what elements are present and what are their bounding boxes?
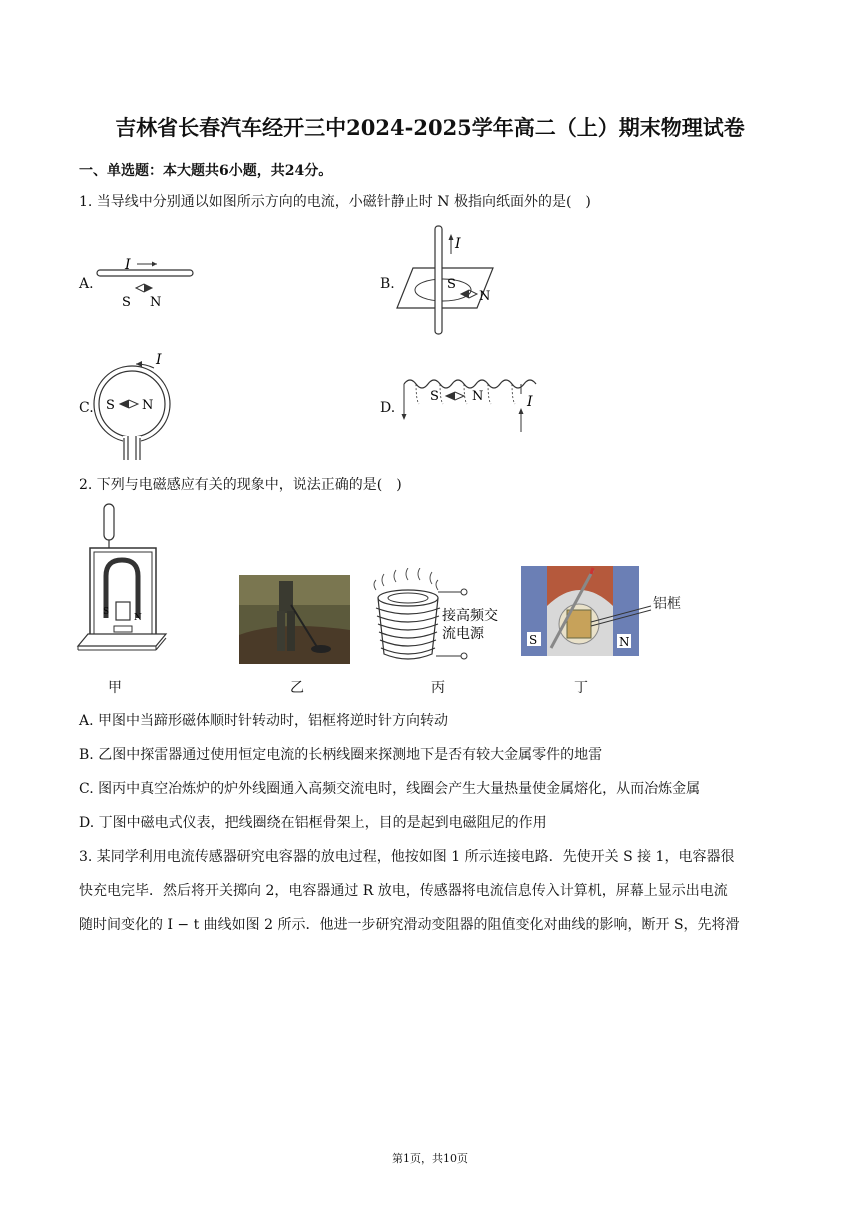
caption-yi: 乙 — [290, 680, 304, 696]
svg-text:N: N — [472, 389, 484, 404]
q1-option-a-label: A. — [79, 276, 94, 292]
svg-text:S: S — [529, 633, 538, 647]
q2-figure-jia — [72, 500, 168, 664]
q2-option-b: B. 乙图中探雷器通过使用恒定电流的长柄线圈来探测地下是否有较大金属零件的地雷 — [79, 747, 603, 763]
q2-figure-bing — [366, 568, 514, 664]
q2-option-a: A. 甲图中当蹄形磁体顺时针转动时，铝框将逆时针方向转动 — [79, 713, 449, 729]
caption-jia: 甲 — [108, 680, 122, 696]
svg-text:N: N — [619, 635, 630, 649]
caption-bing: 丙 — [431, 680, 445, 696]
caption-ding: 丁 — [574, 680, 588, 696]
svg-text:S: S — [447, 277, 456, 292]
svg-text:S: S — [430, 389, 439, 404]
q2-photo-yi — [239, 575, 350, 664]
q1-option-b-label: B. — [380, 276, 395, 292]
question-1-stem: 1. 当导线中分别通以如图所示方向的电流，小磁针静止时 N 极指向纸面外的是( ) — [79, 194, 591, 210]
current-label: I — [125, 257, 131, 273]
question-3-line-3: 随时间变化的 I − t 曲线如图 2 所示．他进一步研究滑动变阻器的阻值变化对曲线的影响，断开 S，先将滑 — [79, 917, 740, 933]
q2-option-d: D. 丁图中磁电式仪表，把线圈绕在铝框骨架上，目的是起到电磁阻尼的作用 — [79, 815, 547, 831]
svg-text:接高频交: 接高频交 — [442, 608, 498, 624]
q1-option-d-label: D. — [380, 400, 396, 416]
svg-text:S: S — [122, 295, 131, 310]
q1-figure-b — [395, 222, 505, 340]
q1-option-c-label: C. — [79, 400, 94, 416]
svg-text:流电源: 流电源 — [442, 626, 484, 642]
svg-text:N: N — [479, 289, 491, 304]
svg-text:I: I — [156, 352, 162, 368]
question-3-line-1: 3. 某同学利用电流传感器研究电容器的放电过程，他按如图 1 所示连接电路．先使开关 S 接 1，电容器很 — [79, 849, 735, 865]
svg-text:I: I — [527, 394, 533, 410]
q2-figure-ding — [521, 566, 691, 658]
q1-figure-a — [92, 252, 202, 312]
svg-text:I: I — [455, 236, 461, 252]
svg-text:铝框: 铝框 — [653, 596, 681, 612]
svg-text:N: N — [150, 295, 162, 310]
section-heading: 一、单选题：本大题共6小题，共24分。 — [79, 163, 333, 179]
svg-text:S: S — [106, 398, 115, 413]
question-2-stem: 2. 下列与电磁感应有关的现象中，说法正确的是( ) — [79, 477, 402, 493]
q1-figure-c — [92, 348, 192, 464]
svg-text:S: S — [103, 607, 110, 617]
q1-figure-d — [396, 370, 546, 440]
q2-option-c: C. 图丙中真空冶炼炉的炉外线圈通入高频交流电时，线圈会产生大量热量使金属熔化，从而冶炼金属 — [79, 781, 701, 797]
page-footer: 第1页，共10页 — [392, 1152, 468, 1165]
page-title: 吉林省长春汽车经开三中2024-2025学年高二（上）期末物理试卷 — [115, 115, 745, 140]
svg-text:N: N — [142, 398, 154, 413]
svg-text:N: N — [134, 613, 142, 623]
question-3-line-2: 快充电完毕．然后将开关掷向 2，电容器通过 R 放电，传感器将电流信息传入计算机，屏幕上显示出电流 — [79, 883, 728, 899]
